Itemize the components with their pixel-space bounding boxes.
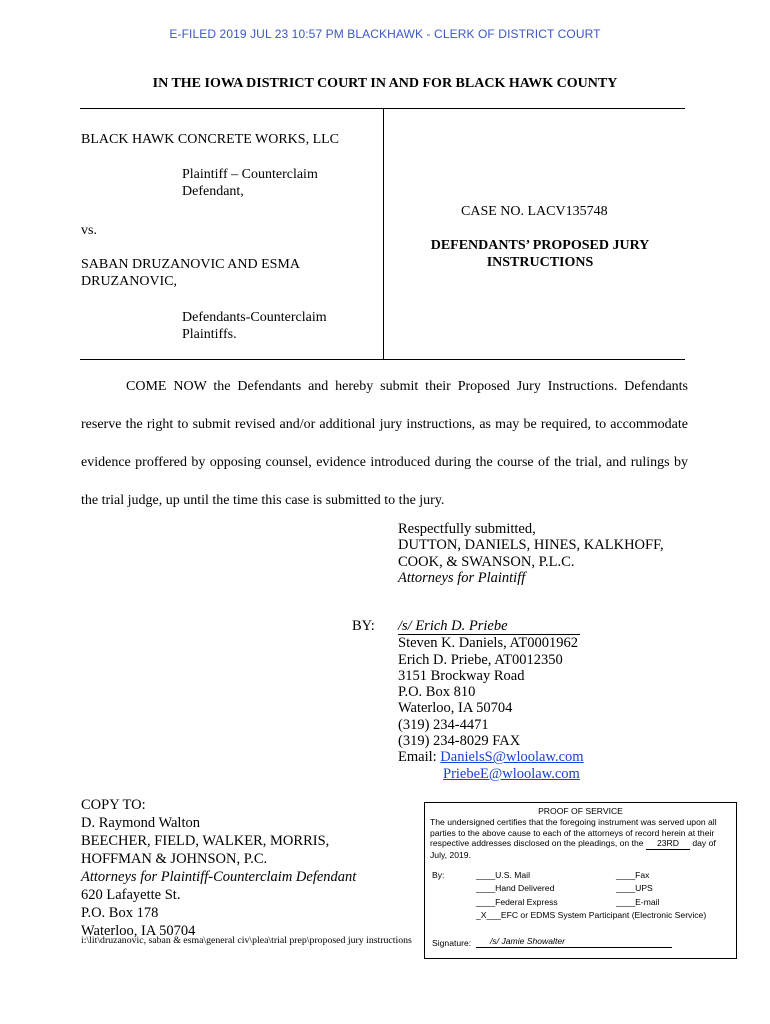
phone-number: (319) 234-4471 (398, 716, 489, 733)
caption-bottom-rule (80, 359, 685, 360)
document-title (396, 237, 684, 271)
proof-text-line-3-end: day of (692, 838, 716, 848)
fax-number: (319) 234-8029 FAX (398, 733, 521, 750)
defendants-role-line-2: Plaintiffs. (182, 327, 237, 342)
firm-line-1: DUTTON, DANIELS, HINES, KALKHOFF, (398, 537, 664, 554)
versus-label: vs. (81, 223, 97, 238)
proof-text-line-4: July, 2019. (430, 849, 471, 860)
option-hand-delivered: ____Hand Delivered (476, 883, 555, 893)
email-label: Email: (398, 749, 437, 766)
option-federal-express: ____Federal Express (476, 897, 558, 907)
proof-by-label: By: (432, 870, 445, 880)
email-line (398, 749, 584, 765)
electronic-signature: /s/ Erich D. Priebe (398, 618, 580, 635)
signature-block (398, 521, 664, 586)
copy-to-role: Attorneys for Plaintiff-Counterclaim Defendant (81, 869, 357, 885)
option-ups: ____UPS (616, 883, 653, 893)
address-line-3: Waterloo, IA 50704 (398, 700, 513, 717)
efiled-stamp: E-FILED 2019 JUL 23 10:57 PM BLACKHAWK - CLERK OF DISTRICT COURT (169, 27, 601, 41)
proof-text-line-3-body: respective addresses disclosed on the pleadings, on the (430, 838, 644, 848)
option-email: ____E-mail (616, 897, 660, 907)
attorney-details (398, 618, 584, 782)
copy-to-label: COPY TO: (81, 797, 146, 813)
attorney-priebe: Erich D. Priebe, AT0012350 (398, 651, 563, 668)
plaintiff-role-line-2: Defendant, (182, 184, 244, 199)
email-link-daniels[interactable]: DanielsS@wloolaw.com (440, 749, 584, 766)
plaintiff-role-line-1: Plaintiff – Counterclaim (182, 167, 318, 182)
email-line-2 (398, 766, 584, 782)
copy-to-address-3: Waterloo, IA 50704 (81, 923, 196, 939)
case-number: CASE NO. LACV135748 (461, 204, 608, 219)
copy-to-firm-1: BEECHER, FIELD, WALKER, MORRIS, (81, 833, 330, 849)
document-title-line-1: DEFENDANTS’ PROPOSED JURY (430, 238, 650, 253)
copy-to-address-2: P.O. Box 178 (81, 905, 159, 921)
address-line-1: 3151 Brockway Road (398, 667, 525, 684)
proof-signature-label: Signature: (432, 938, 472, 948)
firm-line-2: COOK, & SWANSON, P.L.C. (398, 553, 575, 570)
copy-to-name: D. Raymond Walton (81, 815, 200, 831)
copy-to-address-1: 620 Lafayette St. (81, 887, 181, 903)
proof-title: PROOF OF SERVICE (538, 806, 623, 816)
copy-to-firm-2: HOFFMAN & JOHNSON, P.C. (81, 851, 268, 867)
file-path: i:\lit\druzanovic, saban & esma\general civ\plea\trial prep\proposed jury instructions (81, 935, 412, 946)
proof-signature-value: /s/ Jamie Showalter (476, 936, 672, 948)
defendants-role-line-1: Defendants-Counterclaim (182, 310, 327, 325)
address-line-2: P.O. Box 810 (398, 684, 476, 701)
defendants-name-line-2: DRUZANOVIC, (81, 274, 178, 289)
defendants-name-line-1: SABAN DRUZANOVIC AND ESMA (81, 257, 300, 272)
document-title-line-2: INSTRUCTIONS (486, 255, 594, 270)
email-link-priebe[interactable]: PriebeE@wloolaw.com (443, 765, 580, 782)
option-fax: ____Fax (616, 870, 650, 880)
option-efc: _X___EFC or EDMS System Participant (Electronic Service) (476, 910, 707, 920)
attorney-daniels: Steven K. Daniels, AT0001962 (398, 635, 579, 652)
plaintiff-role (182, 166, 318, 200)
option-us-mail: ____U.S. Mail (476, 870, 530, 880)
by-label: BY: (352, 618, 375, 634)
caption-divider (383, 108, 384, 360)
proof-of-service-box (424, 802, 737, 959)
respectfully-submitted: Respectfully submitted, (398, 521, 536, 537)
copy-to-block (81, 796, 356, 940)
proof-text-line-1: The undersigned certifies that the foregoing instrument was served upon all (430, 817, 717, 827)
court-heading: IN THE IOWA DISTRICT COURT IN AND FOR BLACK HAWK COUNTY (152, 76, 618, 91)
body-paragraph: COME NOW the Defendants and hereby submit their Proposed Jury Instructions. Defendants reserve the right to submit revised and/or additional jury instructions, as may be required, to accommodate evidence proffered by opposing counsel, evidence introduced during the course of the trial, and rulings by the trial judge, up until the time this case is submitted to the jury. (81, 379, 688, 508)
proof-text (425, 817, 736, 860)
attorneys-for-plaintiff: Attorneys for Plaintiff (398, 569, 526, 586)
defendants-role (182, 309, 327, 343)
defendants-name (81, 256, 300, 290)
proof-text-line-3 (430, 838, 731, 850)
plaintiff-name: BLACK HAWK CONCRETE WORKS, LLC (81, 132, 340, 147)
proof-day: 23RD (646, 838, 690, 850)
proof-text-line-2: parties to the above cause to each of the attorneys of record herein at their (430, 827, 715, 838)
